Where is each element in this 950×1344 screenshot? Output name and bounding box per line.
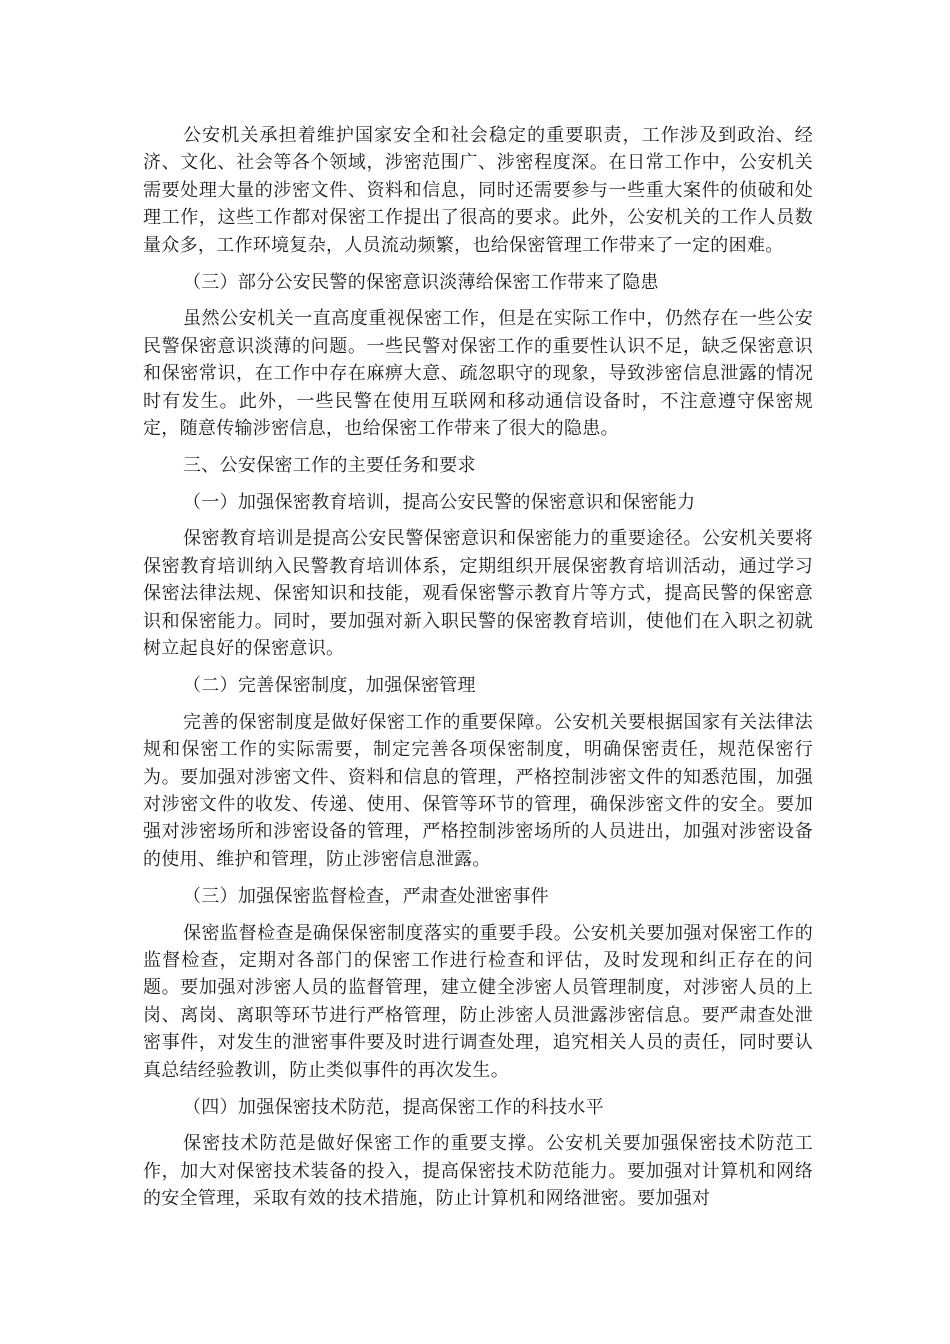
heading-section-3-3: （三）部分公安民警的保密意识淡薄给保密工作带来了隐患: [183, 272, 659, 294]
paragraph-intro: 公安机关承担着维护国家安全和社会稳定的重要职责，工作涉及到政治、经济、文化、社会等各个领域，涉密范围广、涉密程度深。在日常工作中，公安机关需要处理大量的涉密文件、资料和信息，同时还需要参与一些重大案件的侦破和处理工作，这些工作都对保密工作提出了很高的要求。此外，公安机关的工作人员数量众多，工作环境复杂，人员流动频繁，也给保密管理工作带来了一定的困难。: [143, 125, 813, 256]
paragraph-awareness: 虽然公安机关一直高度重视保密工作，但是在实际工作中，仍然存在一些公安民警保密意识淡薄的问题。一些民警对保密工作的重要性认识不足，缺乏保密意识和保密常识，在工作中存在麻痹大意、疏忽职守的现象，导致涉密信息泄露的情况时有发生。此外，一些民警在使用互联网和移动通信设备时，不注意遵守保密规定，随意传输涉密信息，也给保密工作带来了很大的隐患。: [143, 308, 813, 440]
paragraph-training: 保密教育培训是提高公安民警保密意识和保密能力的重要途径。公安机关要将保密教育培训纳入民警教育培训体系，定期组织开展保密教育培训活动，通过学习保密法律法规、保密知识和技能，观看保密警示教育片等方式，提高民警的保密意识和保密能力。同时，要加强对新入职民警的保密教育培训，使他们在入职之初就树立起良好的保密意识。: [143, 528, 813, 659]
heading-task-4: （四）加强保密技术防范，提高保密工作的科技水平: [183, 1097, 604, 1118]
heading-task-3: （三）加强保密监督检查，严肃查处泄密事件: [183, 886, 549, 908]
paragraph-system: 完善的保密制度是做好保密工作的重要保障。公安机关要根据国家有关法律法规和保密工作的实际需要，制定完善各项保密制度，明确保密责任，规范保密行为。要加强对涉密文件、资料和信息的管理，严格控制涉密文件的知悉范围，加强对涉密文件的收发、传递、使用、保管等环节的管理，确保涉密文件的安全。要加强对涉密场所和涉密设备的管理，严格控制涉密场所的人员进出，加强对涉密设备的使用、维护和管理，防止涉密信息泄露。: [143, 711, 813, 870]
heading-task-1: （一）加强保密教育培训，提高公安民警的保密意识和保密能力: [183, 491, 696, 513]
document-page: [143, 122, 813, 1213]
paragraph-technology: 保密技术防范是做好保密工作的重要支撑。公安机关要加强保密技术防范工作，加大对保密技术装备的投入，提高保密技术防范能力。要加强对计算机和网络的安全管理，采取有效的技术措施，防止计算机和网络泄密。要加强对: [143, 1133, 813, 1210]
heading-task-2: （二）完善保密制度，加强保密管理: [183, 675, 476, 697]
heading-main-tasks: 三、公安保密工作的主要任务和要求: [183, 455, 476, 477]
paragraph-supervision: 保密监督检查是确保保密制度落实的重要手段。公安机关要加强对保密工作的监督检查，定期对各部门的保密工作进行检查和评估，及时发现和纠正存在的问题。要加强对涉密人员的监督管理，建立健全涉密人员管理制度，对涉密人员的上岗、离岗、离职等环节进行严格管理，防止涉密人员泄露涉密信息。要严肃查处泄密事件，对发生的泄密事件要及时进行调查处理，追究相关人员的责任，同时要认真总结经验教训，防止类似事件的再次发生。: [143, 922, 813, 1081]
